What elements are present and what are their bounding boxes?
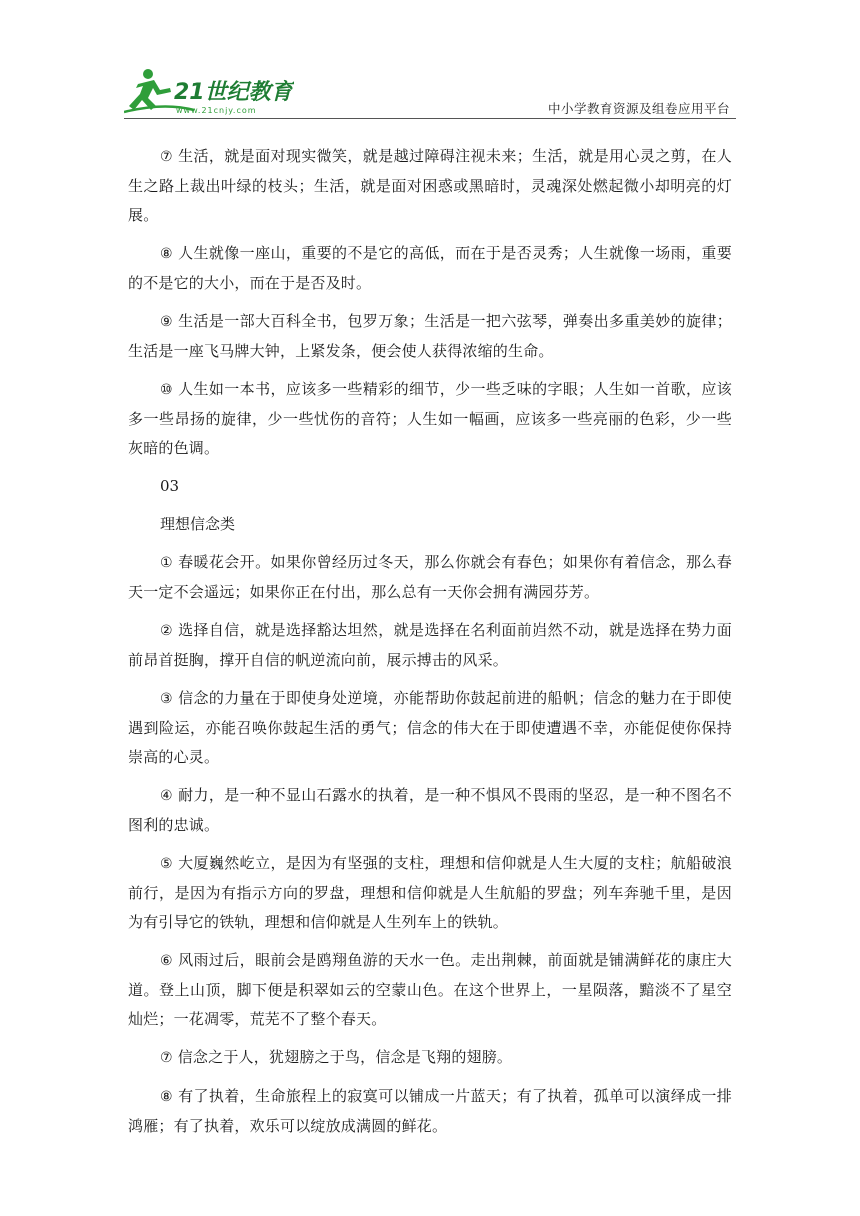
- logo-21cnjy: [124, 66, 294, 118]
- paragraph: ③ 信念的力量在于即使身处逆境，亦能帮助你鼓起前进的船帆；信念的魅力在于即使遇到险运，亦能召唤你鼓起生活的勇气；信念的伟大在于即使遭遇不幸，亦能促使你保持崇高的心灵。: [128, 689, 732, 766]
- paragraph: ⑦ 生活，就是面对现实微笑，就是越过障碍注视未来；生活，就是用心灵之剪，在人生之路上裁出叶绿的枝头；生活，就是面对困惑或黑暗时，灵魂深处燃起微小却明亮的灯展。: [128, 147, 732, 224]
- paragraph: ② 选择自信，就是选择豁达坦然，就是选择在名利面前岿然不动，就是选择在势力面前昂首挺胸，撑开自信的帆逆流向前，展示搏击的风采。: [128, 621, 732, 669]
- document-body: [128, 142, 732, 1150]
- header-divider: [124, 118, 736, 119]
- section-title: 理想信念类: [160, 515, 236, 533]
- paragraph: ⑧ 人生就像一座山，重要的不是它的高低，而在于是否灵秀；人生就像一场雨，重要的不是它的大小，而在于是否及时。: [128, 244, 732, 292]
- paragraph: ① 春暖花会开。如果你曾经历过冬天，那么你就会有春色；如果你有着信念，那么春天一定不会遥远；如果你正在付出，那么总有一天你会拥有满园芬芳。: [128, 553, 732, 601]
- paragraph: ⑨ 生活是一部大百科全书，包罗万象；生活是一把六弦琴，弹奏出多重美妙的旋律；生活是一座飞马牌大钟，上紧发条，便会使人获得浓缩的生命。: [128, 312, 732, 360]
- paragraph: ④ 耐力，是一种不显山石露水的执着，是一种不惧风不畏雨的坚忍，是一种不图名不图利的忠诚。: [128, 786, 732, 834]
- paragraph: ⑦ 信念之于人，犹翅膀之于鸟，信念是飞翔的翅膀。: [160, 1048, 513, 1066]
- page-header: [124, 66, 736, 120]
- paragraph: ⑤ 大厦巍然屹立，是因为有坚强的支柱，理想和信仰就是人生大厦的支柱；航船破浪前行，是因为有指示方向的罗盘，理想和信仰就是人生航船的罗盘；列车奔驰千里，是因为有引导它的铁轨，理想和信仰就是人生列车上的铁轨。: [128, 854, 732, 931]
- section-number: 03: [160, 477, 180, 495]
- svg-text:21世纪教育: 21世纪教育: [174, 80, 293, 105]
- paragraph: ⑧ 有了执着，生命旅程上的寂寞可以铺成一片蓝天；有了执着，孤单可以演绎成一排鸿雁；有了执着，欢乐可以绽放成满圆的鲜花。: [128, 1087, 732, 1135]
- paragraph: ⑩ 人生如一本书，应该多一些精彩的细节，少一些乏味的字眼；人生如一首歌，应该多一些昂扬的旋律，少一些忧伤的音符；人生如一幅画，应该多一些亮丽的色彩，少一些灰暗的色调。: [128, 380, 732, 457]
- platform-name: 中小学教育资源及组卷应用平台: [547, 101, 730, 116]
- paragraph: ⑥ 风雨过后，眼前会是鸥翔鱼游的天水一色。走出荆棘，前面就是铺满鲜花的康庄大道。登上山顶，脚下便是积翠如云的空蒙山色。在这个世界上，一星陨落，黯淡不了星空灿烂；一花凋零，荒芜不了整个春天。: [128, 951, 732, 1028]
- svg-text:www.21cnjy.com: www.21cnjy.com: [176, 106, 257, 115]
